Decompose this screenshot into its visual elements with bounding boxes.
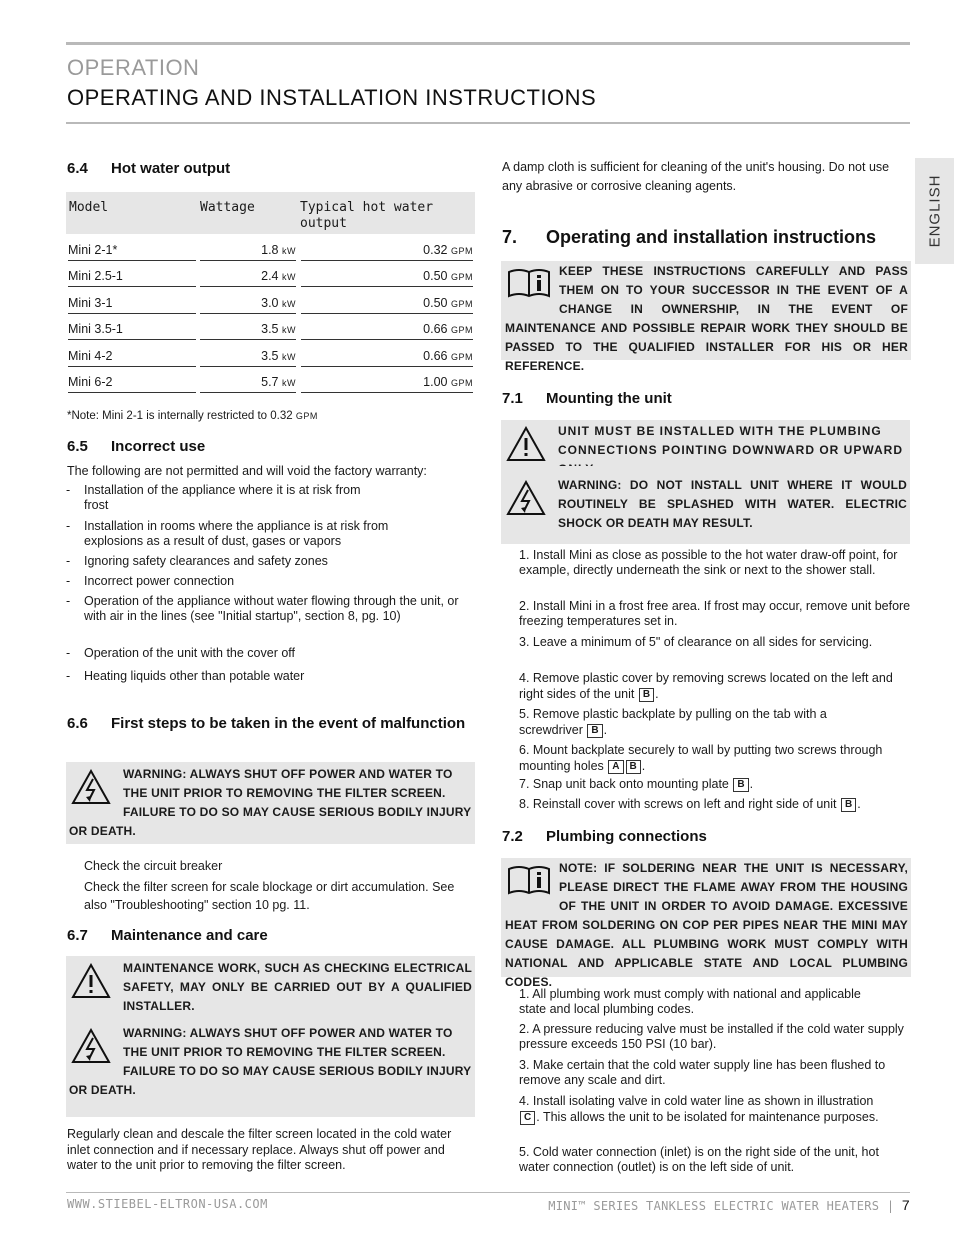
footer-url: WWW.STIEBEL-ELTRON-USA.COM: [67, 1197, 268, 1211]
table-row: Mini 6-2 5.7 kW 1.00 GPM: [66, 373, 475, 393]
soldering-info: NOTE: IF SOLDERING NEAR THE UNIT IS NECESSARY, PLEASE DIRECT THE FLAME AWAY FROM THE HOUSING OF THE UNIT IN ORDER TO AVOID DAMAGE. EXCESSIVE HEAT FROM SOLDERING ON COP PER PIPES NEAR THE MINI MAY CAUSE DAMAGE. ALL PLUMBING WORK MUST COMPLY WITH NATIONAL AND APPLICABLE STATE AND LOCAL PLUMBING CODES.: [501, 858, 911, 977]
section-6-7-heading: 6.7 Maintenance and care: [67, 927, 268, 944]
table-note: *Note: Mini 2-1 is internally restricted to 0.32 GPM: [67, 410, 318, 422]
maintenance-warning: WARNING: ALWAYS SHUT OFF POWER AND WATER TO THE UNIT PRIOR TO REMOVING THE FILTER SCREEN. FAILURE TO DO SO MAY CAUSE SERIOUS BODILY INJURY OR DEATH.: [66, 1014, 475, 1117]
hot-water-output-table: [66, 192, 475, 389]
col-output: Typical hot water output: [300, 200, 434, 231]
plumbing-step: 3. Make certain that the cold water supply line has been flushed to remove any scale and dirt.: [519, 1058, 886, 1087]
section-6-5-heading: 6.5 Incorrect use: [67, 438, 206, 455]
mounting-step: 5. Remove plastic backplate by pulling on the tab with a screwdriver B .: [519, 707, 827, 737]
ref-b: B: [639, 688, 654, 702]
table-row: Mini 3.5-1 3.5 kW 0.66 GPM: [66, 320, 475, 340]
manual-info-icon: [507, 863, 553, 899]
mounting-step: 2. Install Mini in a frost free area. If frost may occur, remove unit before freezing temperatures set in.: [519, 599, 911, 628]
ref-a: A: [608, 760, 623, 774]
footer-rule: [66, 1192, 910, 1193]
electric-warning-icon: [71, 1028, 117, 1064]
table-row: Mini 3-1 3.0 kW 0.50 GPM: [66, 294, 475, 314]
mounting-step: 6. Mount backplate securely to wall by putting two screws through mounting holes A B .: [519, 743, 883, 773]
table-row: Mini 2-1* 1.8 kW 0.32 GPM: [66, 241, 475, 261]
cleaning-text: A damp cloth is sufficient for cleaning of the unit's housing. Do not use any abrasive or corrosive cleaning agents.: [502, 160, 890, 193]
section-7-2-heading: 7.2 Plumbing connections: [502, 828, 707, 845]
plumbing-step: 1. All plumbing work must comply with national and applicable state and local plumbing codes.: [519, 987, 861, 1016]
footer-product: MINI™ SERIES TANKLESS ELECTRIC WATER HEATERS | 7: [548, 1197, 910, 1213]
ref-b: B: [626, 760, 641, 774]
mounting-step: 4. Remove plastic cover by removing screws located on the left and right sides of the unit B .: [519, 671, 893, 701]
header-section: OPERATION: [67, 55, 200, 80]
plumbing-step: 2. A pressure reducing valve must be installed if the cold water supply pressure exceeds 150 PSI (10 bar).: [519, 1022, 904, 1051]
malfunction-step: Check the circuit breaker: [84, 859, 223, 873]
col-wattage: Wattage: [200, 200, 255, 215]
mounting-step: 1. Install Mini as close as possible to the hot water draw-off point, for example, directly underneath the sink or next to the shower stall.: [519, 548, 898, 577]
plumbing-step: 4. Install isolating valve in cold water line as shown in illustration C . This allows the unit to be isolated for maintenance purposes.: [519, 1094, 879, 1124]
ref-b: B: [587, 724, 602, 738]
language-tab: ENGLISH: [915, 158, 954, 264]
section-6-6-heading: 6.6 First steps to be taken in the event of malfunction: [67, 715, 466, 732]
section-6-4-heading: 6.4 Hot water output: [67, 160, 231, 177]
manual-info-icon: [507, 266, 553, 302]
maintenance-caution: MAINTENANCE WORK, SUCH AS CHECKING ELECTRICAL SAFETY, MAY ONLY BE CARRIED OUT BY A QUALIFIED INSTALLER.: [66, 956, 475, 1020]
header-rule: [66, 122, 910, 124]
mounting-step: 7. Snap unit back onto mounting plate B .: [519, 777, 754, 791]
table-row: Mini 4-2 3.5 kW 0.66 GPM: [66, 347, 475, 367]
ref-b: B: [841, 798, 856, 812]
incorrect-use-intro: The following are not permitted and will void the factory warranty:: [67, 464, 427, 478]
table-row: Mini 2.5-1 2.4 kW 0.50 GPM: [66, 267, 475, 287]
caution-icon: [506, 426, 552, 462]
mounting-caution: UNIT MUST BE INSTALLED WITH THE PLUMBING CONNECTIONS POINTING DOWNWARD OR UPWARD: [501, 420, 910, 468]
plumbing-step: 5. Cold water connection (inlet) is on the right side of the unit, hot water connection (outlet) is on the left side of unit.: [519, 1145, 879, 1174]
top-rule: [66, 42, 910, 45]
malfunction-step: Check the filter screen for scale blockage or dirt accumulation. See also "Troubleshooting" section 10 pg. 11.: [84, 880, 455, 912]
col-model: Model: [69, 200, 109, 215]
keep-instructions-info: KEEP THESE INSTRUCTIONS CAREFULLY AND PASS THEM ON TO YOUR SUCCESSOR IN THE EVENT OF A CHANGE IN OWNERSHIP, IN THE EVENT OF MAINTENANCE AND POSSIBLE REPAIR WORK THEY SHOULD BE PASSED TO THE QUALIFIED INSTALLER FOR HIS OR HER REFERENCE.: [501, 261, 911, 360]
page-number: 7: [901, 1197, 910, 1213]
header-title: OPERATING AND INSTALLATION INSTRUCTIONS: [67, 85, 597, 110]
section-7-1-heading: 7.1 Mounting the unit: [502, 390, 672, 407]
caution-icon: [71, 963, 117, 999]
malfunction-warning: WARNING: ALWAYS SHUT OFF POWER AND WATER TO THE UNIT PRIOR TO REMOVING THE FILTER SCREEN. FAILURE TO DO SO MAY CAUSE SERIOUS BODILY INJURY OR DEATH.: [66, 762, 475, 844]
table-header: [66, 192, 475, 234]
maintenance-text: Regularly clean and descale the filter screen located in the cold water inlet connection and if necessary replace. Always shut off power and water to the unit prior to removing the filter screen.: [67, 1127, 452, 1172]
ref-c: C: [520, 1111, 535, 1125]
ref-b: B: [733, 778, 748, 792]
section-7-heading: 7. Operating and installation instructions: [502, 227, 877, 247]
mounting-warning: WARNING: DO NOT INSTALL UNIT WHERE IT WOULD ROUTINELY BE SPLASHED WITH WATER. ELECTRIC SHOCK OR DEATH MAY RESULT.: [501, 466, 910, 544]
electric-warning-icon: [506, 480, 552, 516]
mounting-step: 8. Reinstall cover with screws on left and right side of unit B .: [519, 797, 861, 811]
electric-warning-icon: [71, 769, 117, 805]
mounting-step: 3. Leave a minimum of 5" of clearance on all sides for servicing.: [519, 635, 873, 649]
